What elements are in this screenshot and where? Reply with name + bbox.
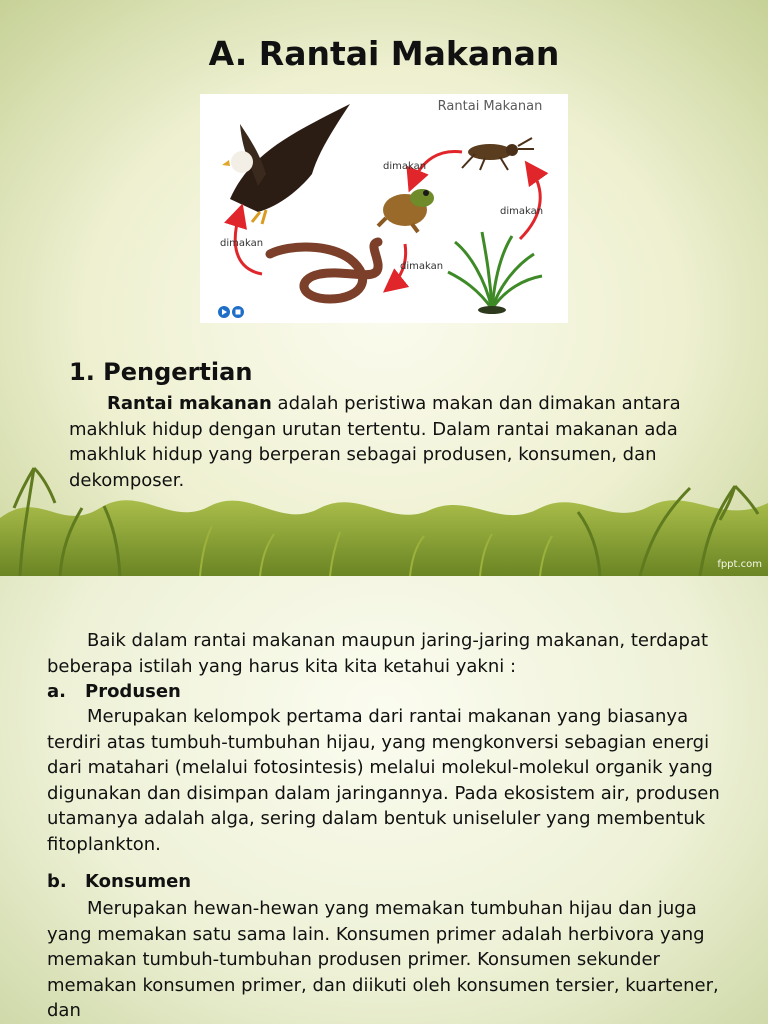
stop-icon[interactable] [232,306,244,318]
item-b-label [47,871,191,892]
intro-paragraph [47,628,737,679]
item-marker: a. [47,681,66,702]
item-body: Merupakan kelompok pertama dari rantai makanan yang biasanya terdiri atas tumbuh-tumbuhan hijau, yang mengkonversi sebagian energi dari matahari (melalui fotosintesis) melalui molekul-molekul organik yang digunakan dan disimpan dalam jaringannya. Pada ekosistem air, produsen utamanya adalah alga, sering dalam bentuk uniseluler yang membentuk fitoplankton. [47,706,720,855]
item-body: Merupakan hewan-hewan yang memakan tumbuhan hijau dan juga yang memakan satu sama lain. Konsumen primer adalah herbivora yang memakan tumbuh-tumbuhan produsen primer. Konsumen sekunder memakan konsumen primer, dan diikuti oleh konsumen tersier, kuartener, dan [47,898,719,1021]
arrow-label: dimakan [220,238,264,249]
slide-title: A. Rantai Makanan [208,34,560,73]
grass-icon [448,232,542,314]
arrow-grass-to-cricket [520,168,540,239]
play-icon[interactable] [218,306,230,318]
frog-icon [378,189,434,232]
intro-text: Baik dalam rantai makanan maupun jaring-jaring makanan, terdapat beberapa istilah yang harus kita kita ketahui yakni : [47,630,709,677]
snake-icon [270,242,378,299]
item-marker: b. [47,871,67,892]
brand-watermark: fppt.com [717,559,762,570]
eagle-icon [222,104,350,224]
arrow-label: dimakan [500,206,544,217]
food-chain-illustration [200,94,568,323]
definition-text: adalah peristiwa makan dan dimakan antara makhluk hidup dengan urutan tertentu. Dalam rantai makanan ada makhluk hidup yang berperan sebagai produsen, konsumen, dan dekomposer. [69,393,681,491]
section-heading: 1. Pengertian [69,358,253,386]
food-chain-diagram [200,94,568,323]
item-a-text [47,704,737,857]
item-a-label [47,681,181,702]
item-title: Konsumen [85,871,192,892]
arrow-label: dimakan [400,261,444,272]
arrow-label: dimakan [383,161,427,172]
item-title: Produsen [85,681,181,702]
slide-2 [0,576,768,1024]
diagram-caption: Rantai Makanan [437,99,543,114]
definition-term: Rantai makanan [107,393,272,414]
cricket-icon [462,138,534,170]
item-b-text [47,896,737,1024]
grass-decoration [0,448,768,576]
